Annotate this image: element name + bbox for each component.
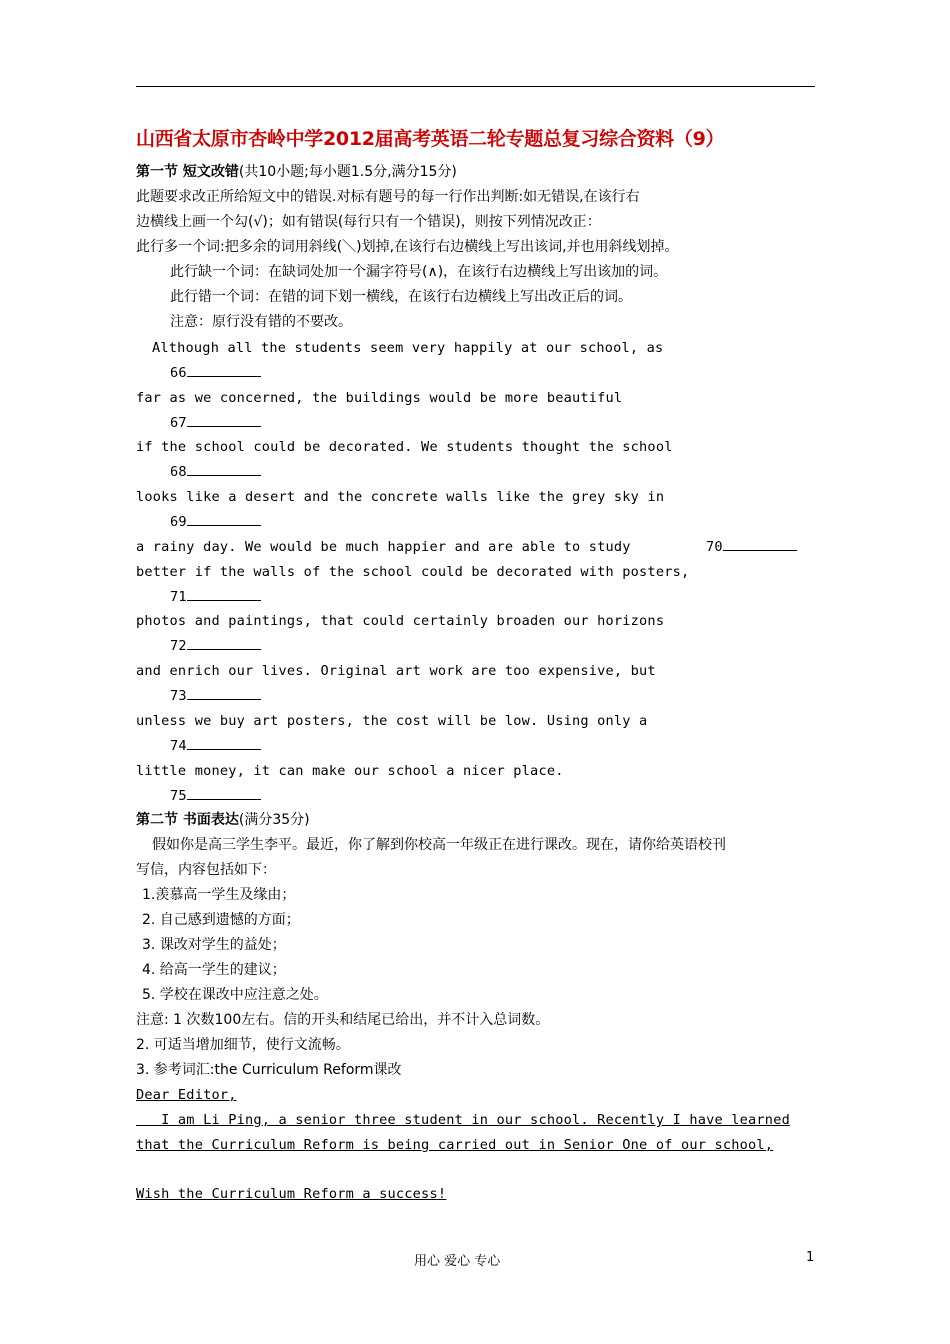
answer-slot [170, 636, 261, 656]
answer-number: 66 [170, 365, 187, 381]
passage-line: if the school could be decorated. We students thought the school [136, 439, 673, 455]
answer-blank[interactable] [723, 537, 797, 551]
header-rule [136, 86, 815, 87]
answer-number: 67 [170, 415, 187, 431]
answer-slot [170, 462, 261, 482]
answer-number: 69 [170, 514, 187, 530]
passage-line: and enrich our lives. Original art work are too expensive, but [136, 663, 656, 679]
answer-blank[interactable] [187, 587, 261, 601]
passage-line: unless we buy art posters, the cost will be low. Using only a [136, 713, 648, 729]
instruction-line: 此行错一个词：在错的词下划一横线，在该行右边横线上写出改正后的词。 [170, 289, 632, 305]
answer-slot [706, 537, 797, 557]
instruction-line: 此题要求改正所给短文中的错误.对标有题号的每一行作出判断:如无错误,在该行右 [136, 189, 640, 205]
section1-heading-line [136, 162, 457, 182]
answer-blank[interactable] [187, 636, 261, 650]
answer-slot [170, 363, 261, 383]
content-point: 5. 学校在课改中应注意之处。 [142, 987, 328, 1003]
answer-number: 74 [170, 738, 187, 754]
instruction-line: 注意：原行没有错的不要改。 [170, 314, 352, 330]
section2-heading-line [136, 810, 310, 830]
answer-number: 73 [170, 688, 187, 704]
answer-number: 75 [170, 788, 187, 804]
answer-slot [170, 786, 261, 806]
letter-closing: Wish the Curriculum Reform a success! [136, 1186, 447, 1202]
content-point: 4. 给高一学生的建议； [142, 962, 286, 978]
answer-blank[interactable] [187, 363, 261, 377]
passage-line: a rainy day. We would be much happier and are able to study [136, 539, 631, 555]
page-number: 1 [806, 1250, 815, 1265]
instruction-line: 此行缺一个词：在缺词处加一个漏字符号(∧)，在该行右边横线上写出该加的词。 [170, 264, 668, 280]
answer-slot [170, 686, 261, 706]
note-line: 3. 参考词汇:the Curriculum Reform课改 [136, 1062, 402, 1078]
answer-blank[interactable] [187, 413, 261, 427]
answer-slot [170, 512, 261, 532]
passage-line: photos and paintings, that could certainly broaden our horizons [136, 613, 665, 629]
answer-blank[interactable] [187, 462, 261, 476]
answer-blank[interactable] [187, 686, 261, 700]
section1-heading-note: (共10小题;每小题1.5分,满分15分) [238, 164, 457, 180]
answer-blank[interactable] [187, 512, 261, 526]
passage-line: better if the walls of the school could be decorated with posters, [136, 564, 690, 580]
passage-line: far as we concerned, the buildings would be more beautiful [136, 390, 623, 406]
section2-heading-note: (满分35分) [238, 812, 310, 828]
instruction-line: 此行多一个词:把多余的词用斜线(＼)划掉,在该行右边横线上写出该词,并也用斜线划掉。 [136, 239, 679, 255]
answer-slot [170, 413, 261, 433]
document-title: 山西省太原市杏岭中学2012届高考英语二轮专题总复习综合资料（9） [136, 128, 725, 150]
note-line: 注意: 1 次数100左右。信的开头和结尾已给出，并不计入总词数。 [136, 1012, 550, 1028]
answer-slot [170, 587, 261, 607]
passage-line: looks like a desert and the concrete walls like the grey sky in [136, 489, 665, 505]
prompt-line: 假如你是高三学生李平。最近，你了解到你校高一年级正在进行课改。现在，请你给英语校刊 [152, 837, 726, 853]
passage-line: little money, it can make our school a nicer place. [136, 763, 564, 779]
content-point: 2. 自己感到遗憾的方面； [142, 912, 300, 928]
answer-slot [170, 736, 261, 756]
answer-number: 72 [170, 638, 187, 654]
answer-number: 71 [170, 589, 187, 605]
section2-heading: 第二节 书面表达 [136, 812, 239, 828]
content-point: 1.羡慕高一学生及缘由； [142, 887, 296, 903]
prompt-line: 写信，内容包括如下： [136, 862, 276, 878]
answer-blank[interactable] [187, 736, 261, 750]
answer-number: 68 [170, 464, 187, 480]
content-point: 3. 课改对学生的益处； [142, 937, 286, 953]
section1-heading: 第一节 短文改错 [136, 164, 239, 180]
note-line: 2. 可适当增加细节，使行文流畅。 [136, 1037, 350, 1053]
letter-line: I am Li Ping, a senior three student in our school. Recently I have learned [136, 1112, 790, 1128]
letter-salutation: Dear Editor, [136, 1087, 237, 1103]
answer-blank[interactable] [187, 786, 261, 800]
passage-line: Although all the students seem very happily at our school, as [152, 340, 664, 356]
instruction-line: 边横线上画一个勾(√)；如有错误(每行只有一个错误)，则按下列情况改正： [136, 214, 601, 230]
letter-line: that the Curriculum Reform is being carried out in Senior One of our school, [136, 1137, 774, 1153]
answer-number: 70 [706, 539, 723, 555]
page-footer: 用心 爱心 专心 [414, 1254, 501, 1269]
